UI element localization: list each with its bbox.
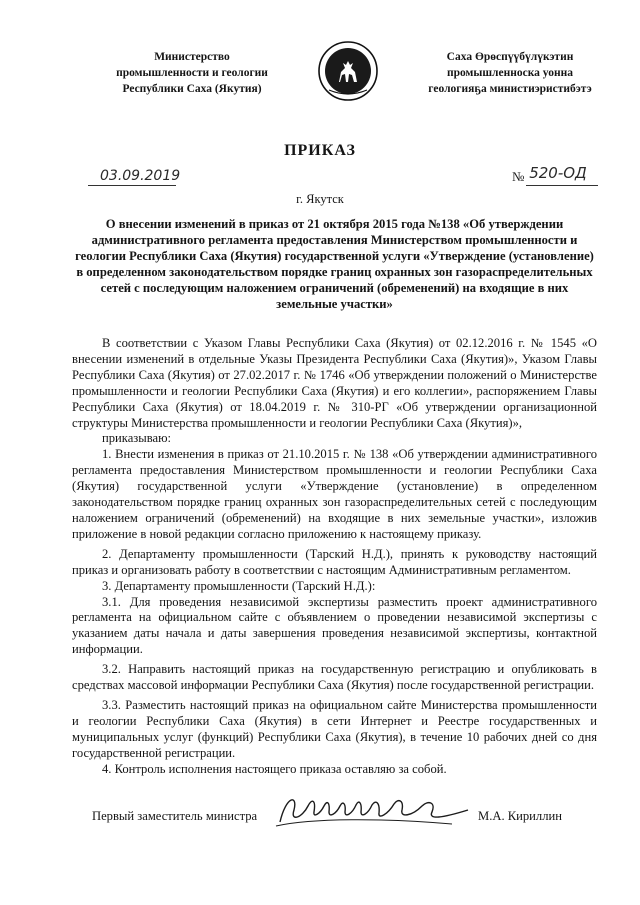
order-number: 520-ОД [529, 164, 587, 182]
clause-4-paragraph: 4. Контроль исполнения настоящего приказа оставляю за собой. [102, 761, 447, 776]
number-underline [526, 185, 598, 186]
order-body [72, 336, 597, 777]
clause-1-paragraph: 1. Внести изменения в приказ от 21.10.2015 г. № 138 «Об утверждении административного регламента предоставления Министерством промышленности и геологии Республики Саха (Якутия) государственной услуги «Утверждение (установление) в определенном законодательством порядке границ охранных зон газораспределительных сетей с последующим наложением ограничений (обременений) на входящие в них земельные участки», изложив приложение в новой редакции согласно приложению к настоящему приказу. [72, 447, 597, 541]
ministry-name-russian: Министерство промышленности и геологии Республики Саха (Якутия) [116, 51, 268, 95]
order-date: 03.09.2019 [100, 168, 181, 184]
handwritten-signature [272, 788, 472, 832]
clause-3-paragraph: 3. Департаменту промышленности (Тарский Н.Д.): [102, 578, 376, 593]
clause-2-paragraph: 2. Департаменту промышленности (Тарский Н.Д.), принять к руководству настоящий приказ и организовать работу в соответствии с настоящим Административным регламентом. [72, 546, 597, 577]
date-underline [88, 185, 176, 186]
order-number-prefix: № [512, 169, 525, 184]
clause-3-2-paragraph: 3.2. Направить настоящий приказ на государственную регистрацию и опубликовать в средствах массовой информации Республики Саха (Якутия) после государственной регистрации. [72, 662, 597, 693]
clause-3-3-paragraph: 3.3. Разместить настоящий приказ на официальном сайте Министерства промышленности и геологии Республики Саха (Якутия) в сети Интернет и Реестре государственных и муниципальных услуг (функций) Республики Саха (Якутия), в течение 10 рабочих дней со дня государственной регистрации. [72, 697, 597, 760]
ministry-name-yakut: Саха Өрөспүүбүлүкэтин промышленноска уонна геологияҕа министиэристибэтэ [428, 51, 592, 95]
order-subject: О внесении изменений в приказ от 21 октября 2015 года №138 «Об утверждении административного регламента предоставления Министерством промышленности и геологии Республики Саха (Якутия) государственной услуги «Утверждение (установление) в определенном законодательством порядке границ охранных зон газораспределительных сетей с последующим наложением ограничений (обременений) на входящие в них земельные участки» [75, 217, 594, 311]
signatory-name: М.А. Кириллин [478, 809, 562, 823]
clause-3-1-paragraph: 3.1. Для проведения независимой экспертизы разместить проект административного регламента на официальном сайте с объявлением о проведении независимой экспертизы с указанием даты начала и даты завершения проведения независимой экспертизы, контактной информации. [72, 594, 597, 657]
signatory-position: Первый заместитель министра [92, 809, 258, 823]
document-title: ПРИКАЗ [284, 142, 356, 159]
order-verb-paragraph: приказываю: [102, 431, 172, 446]
city-label: г. Якутск [296, 192, 344, 206]
preamble-paragraph: В соответствии с Указом Главы Республики Саха (Якутия) от 02.12.2016 г. № 1545 «О внесении изменений в отдельные Указы Президента Республики Саха (Якутия)», Указом Главы Республики Саха (Якутия) от 27.02.2017 г. № 1746 «Об утверждении положений о Министерстве промышленности и геологии Республики Саха (Якутия) и его коллегии», распоряжением Главы Республики Саха (Якутия) от 18.04.2019 г. № 310-РГ «Об утверждении организационной структуры Министерства промышленности и геологии Республики Саха (Якутия)», [72, 336, 597, 430]
sakha-coat-of-arms-icon [315, 38, 381, 102]
